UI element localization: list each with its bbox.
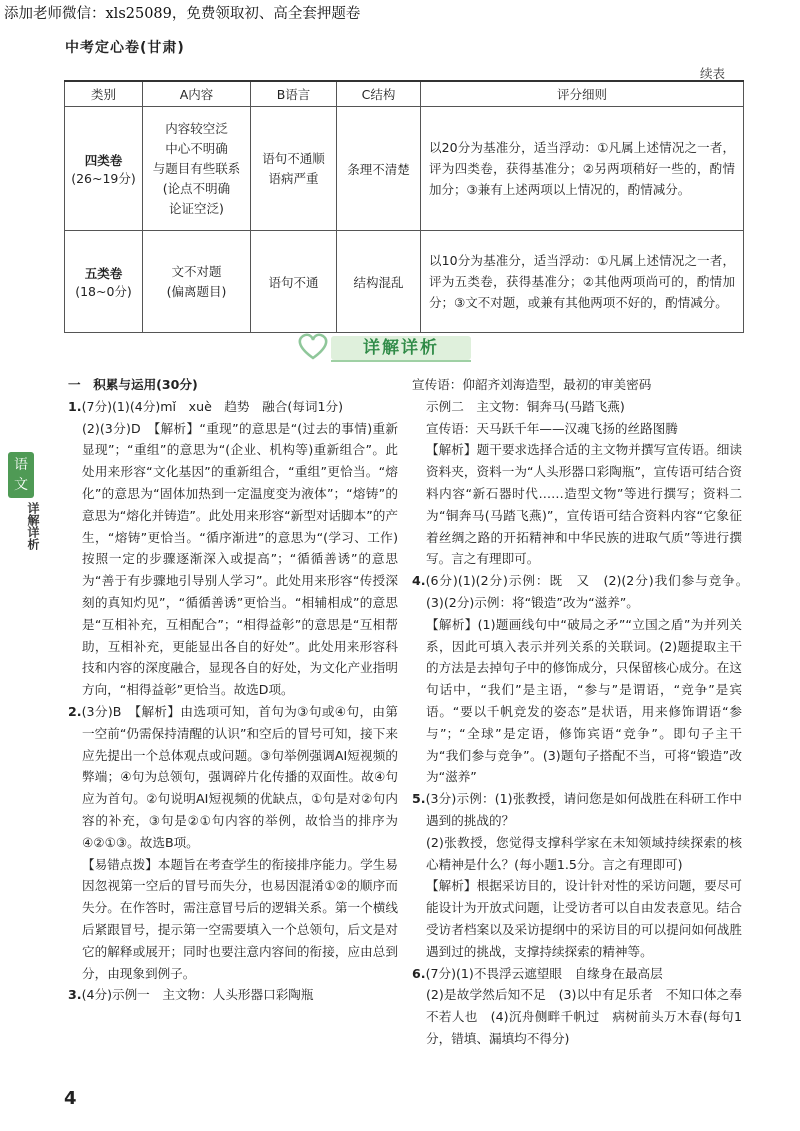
- table-row: [65, 231, 744, 333]
- answer-paragraph: [412, 396, 742, 418]
- question-number: 3.: [68, 987, 82, 1003]
- question-number: 1.: [68, 398, 82, 414]
- table-header-cell: A内容: [143, 81, 251, 107]
- scoring-table: [64, 80, 744, 333]
- answer-paragraph: [412, 984, 742, 1049]
- answer-paragraph: [412, 788, 742, 832]
- table-header-cell: 评分细则: [421, 81, 744, 107]
- table-header-cell: B语言: [251, 81, 337, 107]
- answer-text: (7分)(1)(4分)mǐ xuè 趋势 融合(每词1分): [81, 398, 343, 414]
- answer-paragraph: [68, 396, 398, 418]
- content-line: 内容较空泛: [165, 120, 228, 136]
- structure-cell: 条理不清楚: [337, 107, 421, 231]
- answer-paragraph: [412, 374, 742, 396]
- side-subject-tab: [8, 452, 40, 550]
- content-line: 论证空泛): [169, 200, 224, 216]
- language-cell: [251, 231, 337, 333]
- table-row: [65, 107, 744, 231]
- detail-cell: 以10分为基准分，适当浮动：①凡属上述情况之一者，评为五类卷，获得基准分；②其他两项尚可的，酌情加分；③文不对题，或兼有其他两项不好的，酌情减分。: [421, 231, 744, 333]
- answer-paragraph: [68, 374, 398, 396]
- structure-cell: 结构混乱: [337, 231, 421, 333]
- content-line: 中心不明确: [165, 140, 228, 156]
- section-banner: [295, 332, 475, 362]
- answer-text: 宣传语：天马跃千年——汉魂飞扬的丝路图腾: [426, 420, 678, 436]
- answer-paragraph: [412, 875, 742, 962]
- answer-text: 【解析】(1)题画线句中“破局之矛”“立国之盾”为并列关系，因此可填入表示并列关系的关联词。(2)题提取主干的方法是去掉句子中的修饰成分，只保留核心成分。在这句话中，“我们”是主语，“参与”是谓语，“竞争”是宾语。“要以千帆竞发的姿态”是状语，用来修饰谓语“参与”；“全球”是定语，修饰宾语“竞争”。即句子主干为“我们参与竞争”。(3)题句子搭配不当，可将“锻造”改为“滋养”: [426, 616, 742, 785]
- exam-header: 中考定心卷(甘肃): [65, 40, 185, 56]
- language-line: 语句不通: [268, 274, 319, 290]
- answer-text: 【解析】题干要求选择合适的主文物并撰写宣传语。细读资料夹，资料一为“人头形器口彩陶瓶”，宣传语可结合资料内容“新石器时代……造型文物”等进行撰写；资料二为“铜奔马(马踏飞燕)”，宣传语可结合资料内容“它象征着丝绸之路的开拓精神和中华民族的进取气质”等进行撰写。言之有理即可。: [426, 442, 742, 567]
- left-column: [68, 374, 398, 1006]
- category-cell: [65, 231, 143, 333]
- answer-text: 示例二 主文物：铜奔马(马踏飞燕): [426, 398, 625, 414]
- answer-text: (2)是故学然后知不足 (3)以中有足乐者 不知口体之奉不若人也 (4)沉舟侧畔千帆过 病树前头万木春(每句1分，错填、漏填均不得分): [426, 987, 742, 1046]
- language-line: 语句不通顺: [262, 150, 325, 166]
- content-line: 与题目有些联系: [152, 160, 241, 176]
- answer-paragraph: [412, 963, 742, 985]
- answer-paragraph: [68, 984, 398, 1006]
- table-header-cell: C结构: [337, 81, 421, 107]
- category-range: (18~0分): [75, 283, 132, 299]
- answer-text: (6分)(1)(2分)示例：既 又 (2)(2分)我们参与竞争。 (3)(2分)示例：将“锻造”改为“滋养”。: [425, 573, 755, 610]
- answer-text: 【解析】根据采访目的，设计针对性的采访问题，要尽可能设计为开放式问题，让受访者可以自由发表意见。结合受访者档案以及采访提纲中的采访目的可以提问如何战胜遇到过的挑战，支撑持续探索的精神等。: [426, 878, 742, 959]
- category-range: (26~19分): [71, 170, 136, 186]
- right-column: [412, 374, 755, 1050]
- answer-text: 【易错点拨】本题旨在考查学生的衔接排序能力。学生易因忽视第一空后的冒号而失分，也易因混淆①②的顺序而失分。在作答时，需注意冒号后的逻辑关系。第一个横线后紧跟冒号，提示第一空需要填入一个总领句，后文是对它的解释或展开；同时也要注意内容间的衔接，应由总到分，由现象到例子。: [82, 856, 398, 981]
- table-header-cell: 类别: [65, 81, 143, 107]
- answer-text: (2)张教授，您觉得支撑科学家在未知领域持续探索的核心精神是什么？(每小题1.5分。言之有理即可): [426, 834, 742, 872]
- answer-paragraph: [68, 854, 398, 985]
- answer-text: 一 积累与运用(30分): [68, 377, 198, 392]
- answer-paragraph: [412, 439, 742, 570]
- language-cell: [251, 107, 337, 231]
- content-cell: [143, 107, 251, 231]
- answer-paragraph: [412, 832, 742, 876]
- question-number: 4.: [412, 573, 426, 589]
- answer-text: (3分)B 【解析】由选项可知，首句为③句或④句，由第一空前“仍需保持清醒的认识”和空后的冒号可知，接下来应先提出一个总体观点或问题。③句举例强调AI短视频的弊端；④句为总领句，强调碎片化传播的双面性。故④句应为首句。②句说明AI短视频的优缺点，①句是对②句内容的补充，③句是②①句内容的举例，故恰当的排序为④②①③。故选B项。: [81, 703, 398, 850]
- content-line: (论点不明确: [162, 180, 231, 196]
- table-header-row: [65, 81, 744, 107]
- subject-tab: [8, 452, 34, 498]
- answer-text: (4分)示例一 主文物：人头形器口彩陶瓶: [81, 987, 314, 1003]
- content-line: (偏离题目): [166, 283, 227, 299]
- page-number: 4: [64, 1088, 77, 1109]
- content-line: 文不对题: [171, 263, 222, 279]
- question-number: 5.: [412, 791, 426, 807]
- watermark-text: 添加老师微信：xls25089，免费领取初、高全套押题卷: [4, 6, 361, 22]
- answer-text: (7分)(1)不畏浮云遮望眼 自缘身在最高层: [425, 965, 663, 981]
- subject-char: 文: [14, 477, 28, 493]
- question-number: 2.: [68, 703, 82, 719]
- answer-paragraph: [412, 614, 742, 788]
- category-name: 四类卷: [84, 152, 123, 168]
- detail-cell: 以20分为基准分，适当浮动：①凡属上述情况之一者，评为四类卷，获得基准分；②另两项稍好一些的，酌情加分；③兼有上述两项以上情况的，酌情减分。: [421, 107, 744, 231]
- answer-text: 宣传语：仰韶齐刘海造型，最初的审美密码: [412, 377, 652, 392]
- category-name: 五类卷: [84, 265, 123, 281]
- category-cell: [65, 107, 143, 231]
- question-number: 6.: [412, 965, 426, 981]
- answer-paragraph: [68, 418, 398, 701]
- answer-text: (2)(3分)D 【解析】“重现”的意思是“(过去的事情)重新显现”；“重组”的意思为“(企业、机构等)重新组合”。此处用来形容“文化基因”的重新组合，“重组”更恰当。“熔化”的意思为“固体加热到一定温度变为液体”；“熔铸”的意思为“熔化并铸造”。此处用来形容“新型对话脚本”的产生，“熔铸”更恰当。“循序渐进”的意思为“(学习、工作)按照一定的步骤逐渐深入或提高”；“循循善诱”的意思为“善于有步骤地引导别人学习”。此处用来形容“传授深刻的真知灼见”，“循循善诱”更恰当。“相辅相成”的意思是“互相补充，互相配合”；“相得益彰”的意思是“互相帮助，互相补充，更能显出各自的好处”。此处用来形容科技和内容的深度融合，显现各自的好处，为文化产业指明方向，“相得益彰”更恰当。故选D项。: [82, 420, 398, 698]
- answer-text: (3分)示例：(1)张教授，请问您是如何战胜在科研工作中遇到的挑战的？: [425, 791, 742, 828]
- answer-paragraph: [68, 701, 398, 854]
- side-vertical-label: 详解详析: [26, 502, 40, 550]
- answer-paragraph: [412, 570, 755, 614]
- answer-paragraph: [412, 418, 742, 440]
- banner-title: 详解详析: [363, 338, 439, 358]
- subject-char: 语: [14, 457, 28, 473]
- continued-label: 续表: [700, 66, 726, 81]
- language-line: 语病严重: [268, 170, 319, 186]
- content-cell: [143, 231, 251, 333]
